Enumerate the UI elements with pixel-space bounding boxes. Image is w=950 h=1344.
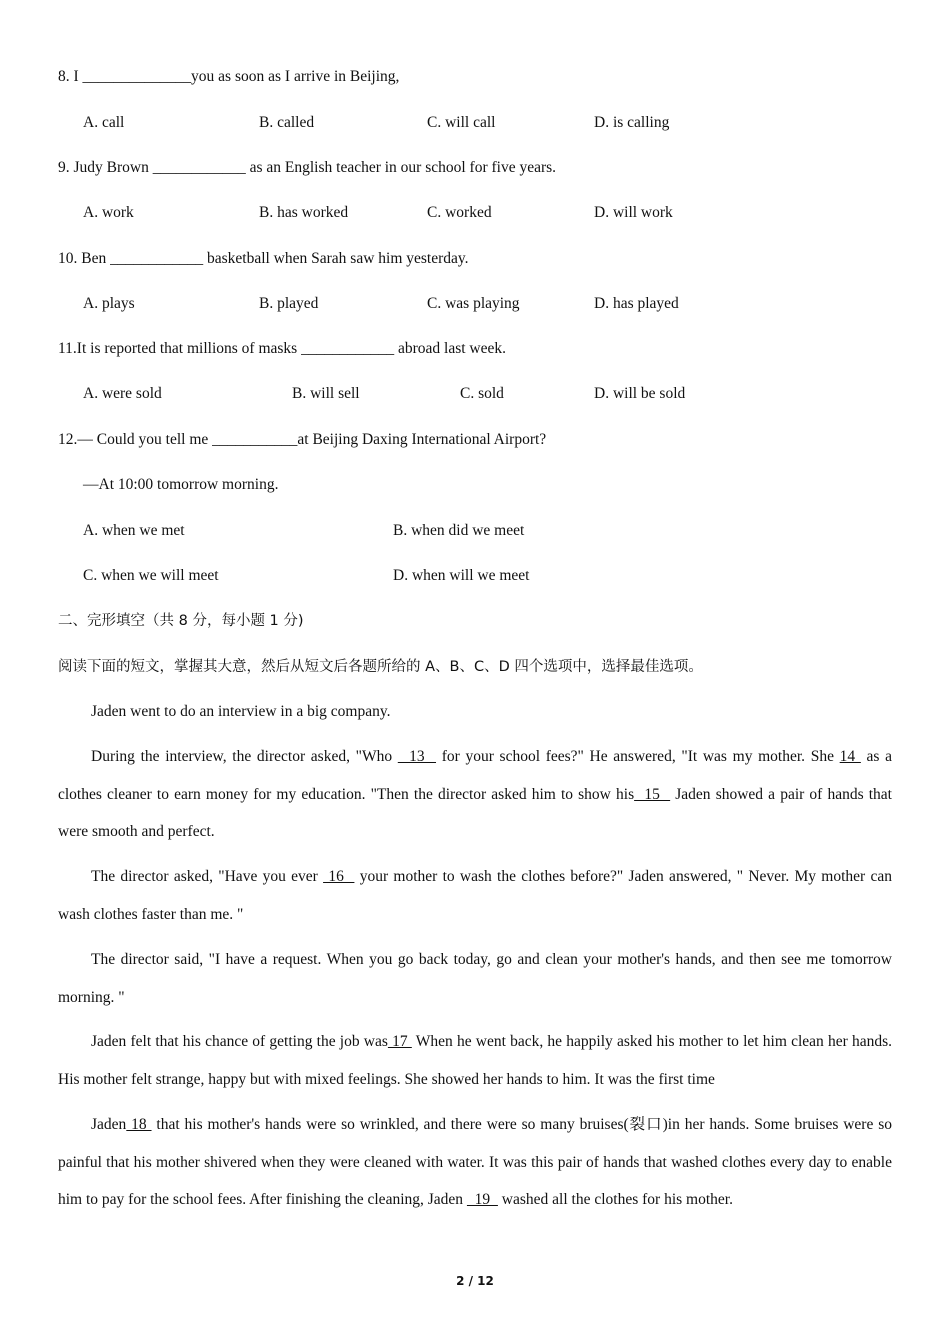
stem-text: 8. I <box>58 68 83 85</box>
passage-text: Jaden felt that his chance of getting the job was <box>91 1033 388 1050</box>
passage-paragraph-1: Jaden went to do an interview in a big company. <box>91 703 391 720</box>
option-c: C. worked <box>427 204 492 221</box>
blank-18: 18 <box>126 1116 152 1133</box>
blank-19: 19 <box>466 1191 498 1208</box>
passage-text: The director asked, "Have you ever <box>91 868 324 885</box>
option-a: A. when we met <box>83 522 185 539</box>
option-b: B. has worked <box>259 204 349 221</box>
question-9-stem <box>58 158 556 178</box>
passage-paragraph-5 <box>58 1023 892 1098</box>
option-c: C. when we will meet <box>83 567 219 584</box>
option-d: D. is calling <box>594 114 670 131</box>
option-a: A. call <box>83 114 125 131</box>
option-d: D. will work <box>594 204 673 221</box>
passage-text: for your school fees?" He answered, "It was my mother. She <box>436 748 840 765</box>
passage-text: Jaden showed a pair of hands that were smooth and perfect. <box>58 785 892 840</box>
section-heading: 二、完形填空（共 8 分，每小题 1 分) <box>58 613 304 629</box>
dialogue-reply: —At 10:00 tomorrow morning. <box>83 476 279 493</box>
question-11-stem <box>58 339 506 359</box>
answer-blank: ____________ <box>301 340 395 357</box>
answer-blank: ______________ <box>82 68 192 85</box>
option-d: D. will be sold <box>594 385 686 402</box>
passage-text: When he went back, he happily asked his mother to let him clean her hands. His mother felt strange, happy but with mixed feelings. She showed her hands to him. It was the first time <box>58 1033 893 1088</box>
question-10-stem <box>58 249 469 269</box>
option-c: C. was playing <box>427 295 520 312</box>
stem-text: at Beijing Daxing International Airport? <box>297 431 547 448</box>
passage-text: your mother to wash the clothes before?" Jaden answered, " Never. My mother can wash clothes faster than me. " <box>58 868 892 923</box>
option-d: D. when will we meet <box>393 567 530 584</box>
passage-text: Jaden <box>91 1116 127 1133</box>
answer-blank: ___________ <box>212 431 298 448</box>
stem-text: 11.It is reported that millions of masks <box>58 340 302 357</box>
question-8-stem <box>58 67 399 87</box>
option-d: D. has played <box>594 295 679 312</box>
option-c: C. sold <box>460 385 504 402</box>
option-a: A. plays <box>83 295 135 312</box>
passage-text: During the interview, the director asked, "Who <box>91 748 398 765</box>
option-c: C. will call <box>427 114 496 131</box>
passage-text: that his mother's hands were so wrinkled, and there were so many bruises(裂口)in her hands. Some bruises were so painful that his mother shivered when they were cleaned with water. It was this pair of hands that washed clothes every day to enable him to pay for the school fees. After finishing the cleaning, Jaden <box>58 1116 892 1208</box>
blank-14: 14 <box>839 748 861 765</box>
option-b: B. called <box>259 114 315 131</box>
option-b: B. when did we meet <box>393 522 525 539</box>
answer-blank: ____________ <box>152 159 246 176</box>
stem-text: 9. Judy Brown <box>58 159 153 176</box>
option-b: B. will sell <box>292 385 360 402</box>
stem-text: abroad last week. <box>394 340 506 357</box>
stem-text: 12.— Could you tell me <box>58 431 213 448</box>
passage-text: washed all the clothes for his mother. <box>497 1191 733 1208</box>
option-b: B. played <box>259 295 319 312</box>
page-number: 2 / 12 <box>456 1274 494 1288</box>
answer-blank: ____________ <box>110 250 204 267</box>
blank-16: 16 <box>323 868 355 885</box>
section-instruction: 阅读下面的短文，掌握其大意，然后从短文后各题所给的 A、B、C、D 四个选项中，选择最佳选项。 <box>58 659 703 675</box>
stem-text: basketball when Sarah saw him yesterday. <box>203 250 469 267</box>
passage-text: as a clothes cleaner to earn money for my education. "Then the director asked him to show his <box>58 748 893 803</box>
question-12-stem <box>58 430 546 450</box>
option-a: A. work <box>83 204 134 221</box>
blank-13: 13 <box>397 748 437 765</box>
passage-paragraph-2 <box>58 738 892 851</box>
passage-paragraph-3 <box>58 858 892 933</box>
blank-17: 17 <box>387 1033 412 1050</box>
stem-text: you as soon as I arrive in Beijing, <box>191 68 400 85</box>
blank-15: 15 <box>634 785 671 803</box>
passage-paragraph-4: The director said, "I have a request. When you go back today, go and clean your mother's hands, and then see me tomorrow morning. " <box>58 951 892 1006</box>
option-a: A. were sold <box>83 385 162 402</box>
stem-text: as an English teacher in our school for five years. <box>245 159 557 176</box>
passage-paragraph-6 <box>58 1106 892 1219</box>
stem-text: 10. Ben <box>58 250 111 267</box>
